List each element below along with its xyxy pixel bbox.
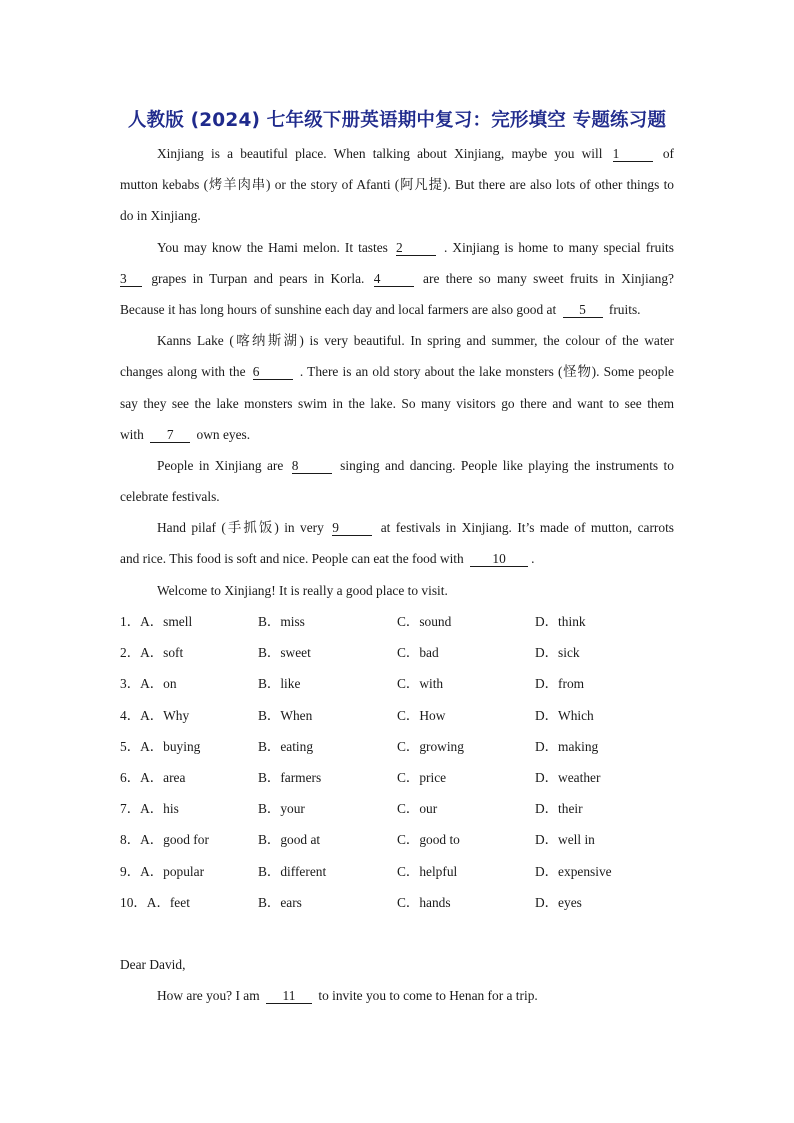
option-text: D．weather [535,769,601,785]
passage-line: Hand pilaf (手抓饭) in very 9 at festivals in Xinjiang. It’s made of mutton, carrots [157,520,675,536]
option-text: C．sound [397,614,452,629]
passage-line: Because it has long hours of sunshine each day and local farmers are also good at 5 fruits. [120,301,641,317]
option-a[interactable] [120,793,179,824]
question-number: 4． [120,707,141,723]
page-title: 人教版 (2024) 七年级下册英语期中复习：完形填空 专题练习题 [127,110,667,131]
question-number: 8． [120,832,141,848]
question-row [120,668,680,699]
option-text: D．their [535,801,583,817]
option-c[interactable] [397,824,460,855]
question-row [120,637,680,668]
option-text: B．ears [258,894,302,910]
passage-line: Kanns Lake (喀纳斯湖) is very beautiful. In spring and summer, the colour of the water [157,333,674,349]
passage-line: mutton kebabs (烤羊肉串) or the story of Afanti (阿凡提). But there are also lots of other things to [120,177,674,193]
option-text: C．with [397,676,444,692]
option-b[interactable] [258,731,313,762]
option-b[interactable] [258,668,300,699]
option-d[interactable] [535,856,612,887]
passage-line: say they see the lake monsters swim in the lake. So many visitors go there and want to see them [120,395,674,411]
option-c[interactable] [397,887,451,918]
question-number: 3． [120,676,141,692]
option-c[interactable] [397,637,439,668]
option-d[interactable] [535,762,600,793]
option-c[interactable] [397,668,443,699]
option-a[interactable] [120,668,177,699]
option-text: A．Why [140,707,190,723]
option-text: D．think [535,614,586,629]
question-row [120,887,680,918]
option-d[interactable] [535,700,594,731]
option-a[interactable] [120,824,209,855]
blank-2[interactable]: 2 [396,240,436,256]
option-text: D．from [535,676,585,692]
option-text: B．eating [258,738,314,754]
option-a[interactable] [120,700,189,731]
question-number: 10． [120,894,147,910]
option-text: C．growing [397,738,464,754]
option-a[interactable] [120,637,183,668]
option-text: B．When [258,707,313,723]
passage-line: with 7 own eyes. [120,426,251,442]
option-d[interactable] [535,637,580,668]
option-c[interactable] [397,606,451,637]
option-a[interactable] [120,606,192,637]
question-row [120,793,680,824]
blank-1[interactable]: 1 [613,146,653,162]
option-a[interactable] [120,887,190,918]
passage-line: You may know the Hami melon. It tastes 2 . Xinjiang is home to many special fruits [157,239,674,255]
option-b[interactable] [258,637,311,668]
option-text: A．soft [140,645,184,661]
option-c[interactable] [397,856,457,887]
question-number: 9． [120,863,141,879]
question-row [120,824,680,855]
option-a[interactable] [120,856,204,887]
option-c[interactable] [397,762,446,793]
option-c[interactable] [397,793,437,824]
option-a[interactable] [120,731,200,762]
option-text: B．good at [258,832,321,848]
question-number: 1． [120,614,141,629]
blank-5[interactable]: 5 [563,302,603,318]
option-d[interactable] [535,606,586,637]
option-text: A．smell [140,614,193,629]
option-c[interactable] [397,700,445,731]
option-text: C．helpful [397,863,458,879]
option-text: A．on [140,676,177,692]
option-d[interactable] [535,793,583,824]
option-text: D．sick [535,645,580,661]
option-text: C．How [397,707,446,723]
option-text: B．farmers [258,769,322,785]
option-text: C．price [397,769,447,785]
option-b[interactable] [258,824,320,855]
passage-line: do in Xinjiang. [120,208,201,224]
blank-9[interactable]: 9 [332,520,372,536]
option-text: D．expensive [535,863,612,879]
question-row [120,700,680,731]
option-b[interactable] [258,856,326,887]
option-text: B．sweet [258,645,311,661]
option-text: A．his [140,801,179,817]
option-text: C．hands [397,894,451,910]
passage-line: and rice. This food is soft and nice. People can eat the food with 10 . [120,551,535,567]
option-text: C．good to [397,832,460,848]
option-text: C．bad [397,645,439,661]
option-text: A．good for [140,832,209,848]
blank-8[interactable]: 8 [292,458,332,474]
option-text: D．Which [535,707,594,723]
option-d[interactable] [535,668,584,699]
option-d[interactable] [535,731,598,762]
option-c[interactable] [397,731,464,762]
option-text: D．well in [535,832,595,848]
letter-line: How are you? I am 11 to invite you to come to Henan for a trip. [157,988,538,1004]
option-text: A．popular [140,863,205,879]
option-b[interactable] [258,606,305,637]
blank-10[interactable]: 10 [470,551,528,567]
question-row [120,606,680,637]
passage-line: People in Xinjiang are 8 singing and dancing. People like playing the instruments to [157,457,674,473]
letter [120,949,674,1011]
blank-3[interactable]: 3 [120,271,142,287]
question-number: 6． [120,769,141,785]
blank-7[interactable]: 7 [150,427,190,443]
option-d[interactable] [535,887,582,918]
option-d[interactable] [535,824,595,855]
option-b[interactable] [258,887,302,918]
option-text: A．feet [146,894,190,910]
option-text: D．making [535,738,599,754]
options-list [120,606,680,918]
question-number: 7． [120,801,141,817]
option-text: B．like [258,676,301,692]
option-text: A．buying [140,738,201,754]
option-text: B．different [258,863,327,879]
option-b[interactable] [258,793,305,824]
option-b[interactable] [258,762,321,793]
blank-6[interactable]: 6 [253,364,293,380]
option-text: A．area [140,769,186,785]
question-number: 5． [120,738,141,754]
passage-line: changes along with the 6 . There is an old story about the lake monsters (怪物). Some people [120,364,675,380]
passage [120,138,674,606]
question-row [120,731,680,762]
passage-line: celebrate festivals. [120,489,220,505]
letter-greeting: Dear David, [120,957,186,972]
option-text: C．our [397,801,438,817]
passage-line: Xinjiang is a beautiful place. When talking about Xinjiang, maybe you will 1 of [157,146,674,161]
option-text: B．your [258,801,305,817]
option-b[interactable] [258,700,312,731]
question-number: 2． [120,645,141,661]
question-row [120,856,680,887]
blank-4[interactable]: 4 [374,271,414,287]
option-a[interactable] [120,762,185,793]
question-row [120,762,680,793]
passage-line: 3 grapes in Turpan and pears in Korla. 4 are there so many sweet fruits in Xinjiang? [120,270,674,286]
option-text: D．eyes [535,894,582,910]
passage-line: Welcome to Xinjiang! It is really a good place to visit. [157,582,448,598]
option-text: B．miss [258,614,305,629]
blank-11[interactable]: 11 [266,988,312,1004]
